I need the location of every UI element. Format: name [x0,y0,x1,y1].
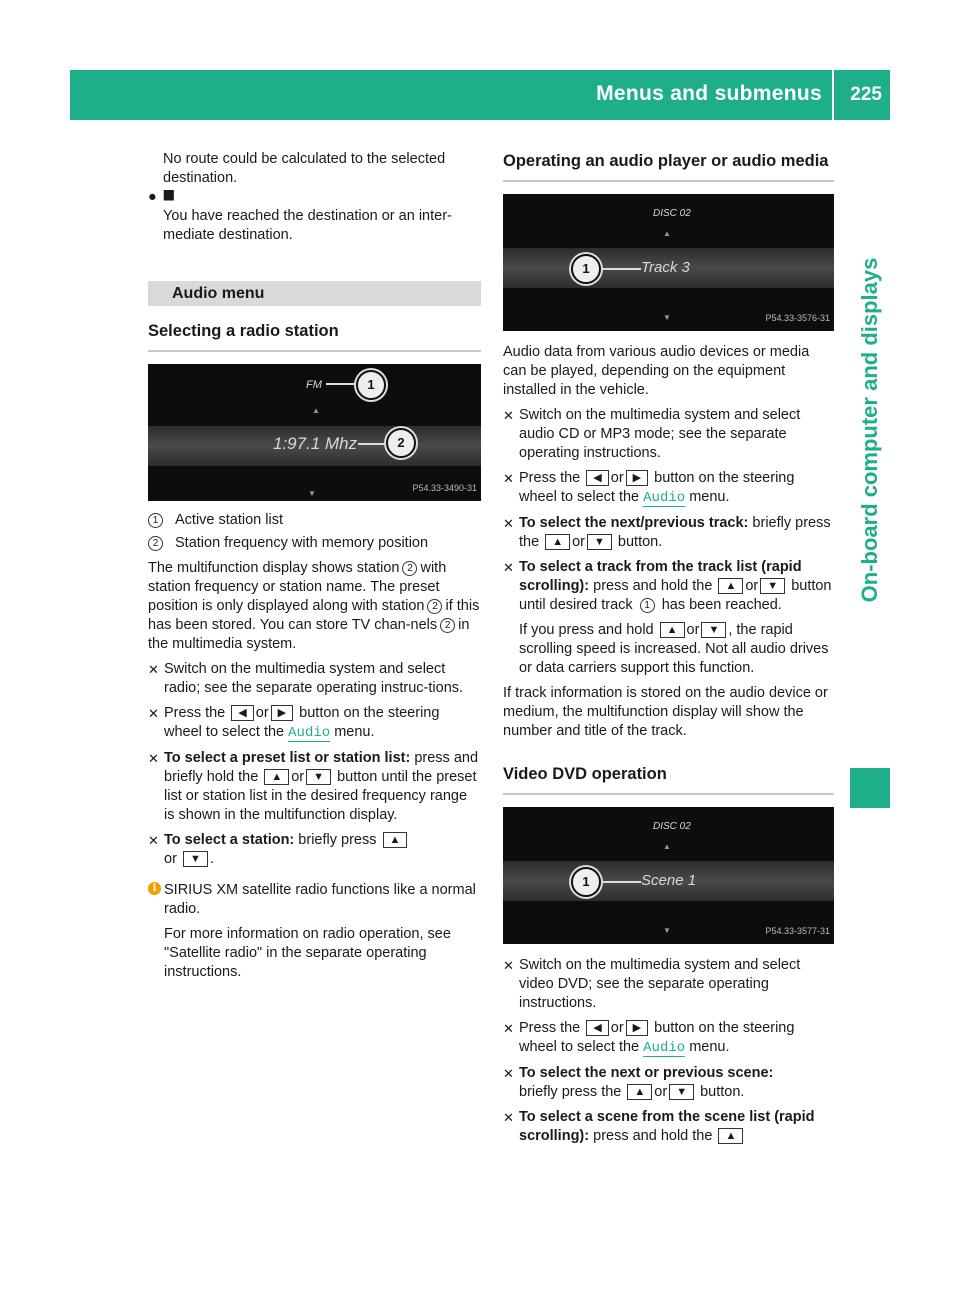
screen-scene: Scene 1 [641,872,697,889]
step-text: If you press and hold [519,622,654,638]
down-arrow-icon: ▼ [663,926,671,935]
bullet-text: You have reached the destination or an inter-mediate destination. [163,208,452,243]
step-text: Press the [519,1020,581,1036]
step [503,514,834,552]
step-arrow-icon: ✕ [148,706,159,721]
image-ref: P54.33-3576-31 [765,313,830,323]
screen-frequency: 1:97.1 Mhz [273,434,358,453]
step [148,660,481,698]
step-arrow-icon: ✕ [148,662,159,677]
legend-text: Active station list [175,512,283,528]
step-title: To select the next or previous scene: [519,1065,774,1081]
step-text: press and hold the [593,1128,713,1144]
down-arrow-icon: ▼ [308,489,316,498]
step-text: or [686,622,700,638]
up-arrow-icon: ▲ [312,406,320,415]
step-text: button on the steering wheel to select the [519,1020,795,1055]
header-separator [832,70,834,120]
step [148,704,481,743]
step-text: or [745,578,759,594]
info-note [148,881,481,982]
section-bar-audio-menu: Audio menu [148,281,481,306]
step-text: or [164,851,177,867]
right-key-icon: ▶ [626,1020,648,1036]
section-sidebar [850,150,890,710]
step-text: briefly press the [519,1084,622,1100]
step-arrow-icon: ✕ [148,751,159,766]
step [503,1064,834,1102]
step-arrow-icon: ✕ [503,1110,514,1125]
up-key-icon: ▲ [718,1128,743,1144]
step-text: Switch on the multimedia system and select audio CD or MP3 mode; see the separate operating instructions. [519,407,801,461]
left-key-icon: ◀ [231,705,253,721]
up-key-icon: ▲ [660,622,685,638]
step-arrow-icon: ✕ [503,516,514,531]
step-text: or [654,1084,668,1100]
right-column [503,150,834,1146]
step-text: or [572,534,585,550]
para-text: with station frequency or station name. The preset position is only displayed along with station [148,560,447,614]
info-icon: i [148,882,161,895]
up-arrow-icon: ▲ [663,842,671,851]
callout-line [603,881,641,883]
down-key-icon: ▼ [183,851,208,867]
intro-continuation: No route could be calculated to the selected destination. [163,151,446,186]
step-text: or [610,470,624,486]
sidebar-block [850,768,890,808]
step-text: button until desired track [519,578,832,613]
step [503,469,834,508]
screen-label-disc: DISC 02 [653,208,691,219]
video-screenshot [503,807,834,944]
step-arrow-icon: ✕ [503,1066,514,1081]
callout-1: 1 [356,370,386,400]
heading-audio-player: Operating an audio player or audio media [503,150,834,182]
down-arrow-icon: ▼ [663,313,671,322]
menu-name-audio: Audio [643,1040,686,1056]
step-arrow-icon: ✕ [148,833,159,848]
screen-label-fm: FM [306,379,322,391]
up-key-icon: ▲ [718,578,743,594]
ref-num: 2 [402,561,417,576]
step-text: button until the preset list or station list in the desired frequency range is shown in the multifunction display. [164,769,477,823]
step-text: button on the steering wheel to select the [519,470,795,505]
callout-line-2 [358,443,388,445]
audio-screenshot [503,194,834,331]
step [503,558,834,678]
step-text: Switch on the multimedia system and select video DVD; see the separate operating instructions. [519,957,801,1011]
right-key-icon: ▶ [271,705,293,721]
legend-num: 2 [148,536,163,551]
step-arrow-icon: ✕ [503,958,514,973]
page-header [70,70,890,120]
ref-num: 2 [440,618,455,633]
info-text: SIRIUS XM satellite radio functions like a normal radio. [164,882,476,917]
step-text: button on the steering wheel to select the [164,705,440,740]
down-key-icon: ▼ [760,578,785,594]
ref-num: 2 [427,599,442,614]
para-text: in the multimedia system. [148,617,470,652]
down-key-icon: ▼ [306,769,331,785]
step-title: To select a preset list or station list: [164,750,411,766]
menu-name-audio: Audio [643,490,686,506]
paragraph-station [148,559,481,654]
paragraph-audio: Audio data from various audio devices or media can be played, depending on the equipment installed in the vehicle. [503,344,810,398]
step-text: button. [700,1084,745,1100]
callout-line [603,268,641,270]
heading-video-dvd: Video DVD operation [503,763,834,795]
step-text: or [610,1020,624,1036]
step-text: Press the [164,705,226,721]
radio-screenshot [148,364,481,501]
step-text: has been reached. [661,597,782,613]
right-key-icon: ▶ [626,470,648,486]
step-text: button. [617,534,663,550]
up-key-icon: ▲ [264,769,289,785]
step [503,406,834,463]
step-text: , the rapid scrolling speed is increased. Not all audio drives or data carriers support this function. [519,622,829,676]
step-title: To select a scene from the scene list (rapid scrolling): [519,1109,815,1144]
step-arrow-icon: ✕ [503,408,514,423]
checkered-flag-icon: ⯀ [163,189,175,205]
up-key-icon: ▲ [383,832,408,848]
step-text: Switch on the multimedia system and select radio; see the separate operating instruc-tions. [164,661,464,696]
heading-radio-station: Selecting a radio station [148,320,481,352]
step-text: press and briefly hold the [164,750,479,785]
legend-text: Station frequency with memory position [175,535,429,551]
bullet-destination [148,188,481,207]
info-text: For more information on radio operation, see "Satellite radio" in the separate operating instructions. [164,926,451,980]
image-ref: P54.33-3490-31 [412,483,477,493]
step-text: Press the [519,470,581,486]
step-text: briefly press [298,832,377,848]
step-text: menu. [689,489,730,505]
step-text: or [291,769,305,785]
step [503,1019,834,1058]
step-text: briefly press the [519,515,831,550]
legend-item [148,511,481,530]
step-title: To select a track from the track list (rapid scrolling): [519,559,802,594]
step-text: menu. [334,724,375,740]
step-subtext [519,621,834,678]
step-title: To select a station: [164,832,295,848]
step-text: press and hold the [593,578,713,594]
step [503,1108,834,1146]
legend-num: 1 [148,513,163,528]
step [148,749,481,825]
bullet-dot-icon: ● [148,189,157,205]
up-key-icon: ▲ [545,534,570,550]
callout-2: 2 [386,428,416,458]
step-arrow-icon: ✕ [503,560,514,575]
step-text: or [255,705,269,721]
sidebar-section-label: On-board computer and displays [857,257,882,603]
ref-num: 1 [640,598,655,613]
down-key-icon: ▼ [669,1084,694,1100]
screen-track: Track 3 [641,259,690,276]
down-key-icon: ▼ [701,622,726,638]
paragraph-track-info: If track information is stored on the audio device or medium, the multifunction display will show the number and title of the track. [503,685,828,739]
step-title: To select the next/previous track: [519,515,749,531]
para-text: if this has been stored. You can store TV chan-nels [148,598,480,633]
left-key-icon: ◀ [586,1020,608,1036]
callout-1: 1 [571,867,601,897]
step-arrow-icon: ✕ [503,471,514,486]
left-column [148,150,481,982]
step-text: menu. [689,1039,730,1055]
para-text: The multifunction display shows station [148,560,400,576]
header-title: Menus and submenus [596,82,822,105]
up-arrow-icon: ▲ [663,229,671,238]
step [503,956,834,1013]
legend-item [148,534,481,553]
menu-name-audio: Audio [288,725,331,741]
image-ref: P54.33-3577-31 [765,926,830,936]
page-number: 225 [850,84,882,105]
step [148,831,481,869]
left-key-icon: ◀ [586,470,608,486]
up-key-icon: ▲ [627,1084,652,1100]
step-arrow-icon: ✕ [503,1021,514,1036]
down-key-icon: ▼ [587,534,612,550]
screen-label-disc: DISC 02 [653,821,691,832]
callout-1: 1 [571,254,601,284]
step-text: . [209,851,214,867]
